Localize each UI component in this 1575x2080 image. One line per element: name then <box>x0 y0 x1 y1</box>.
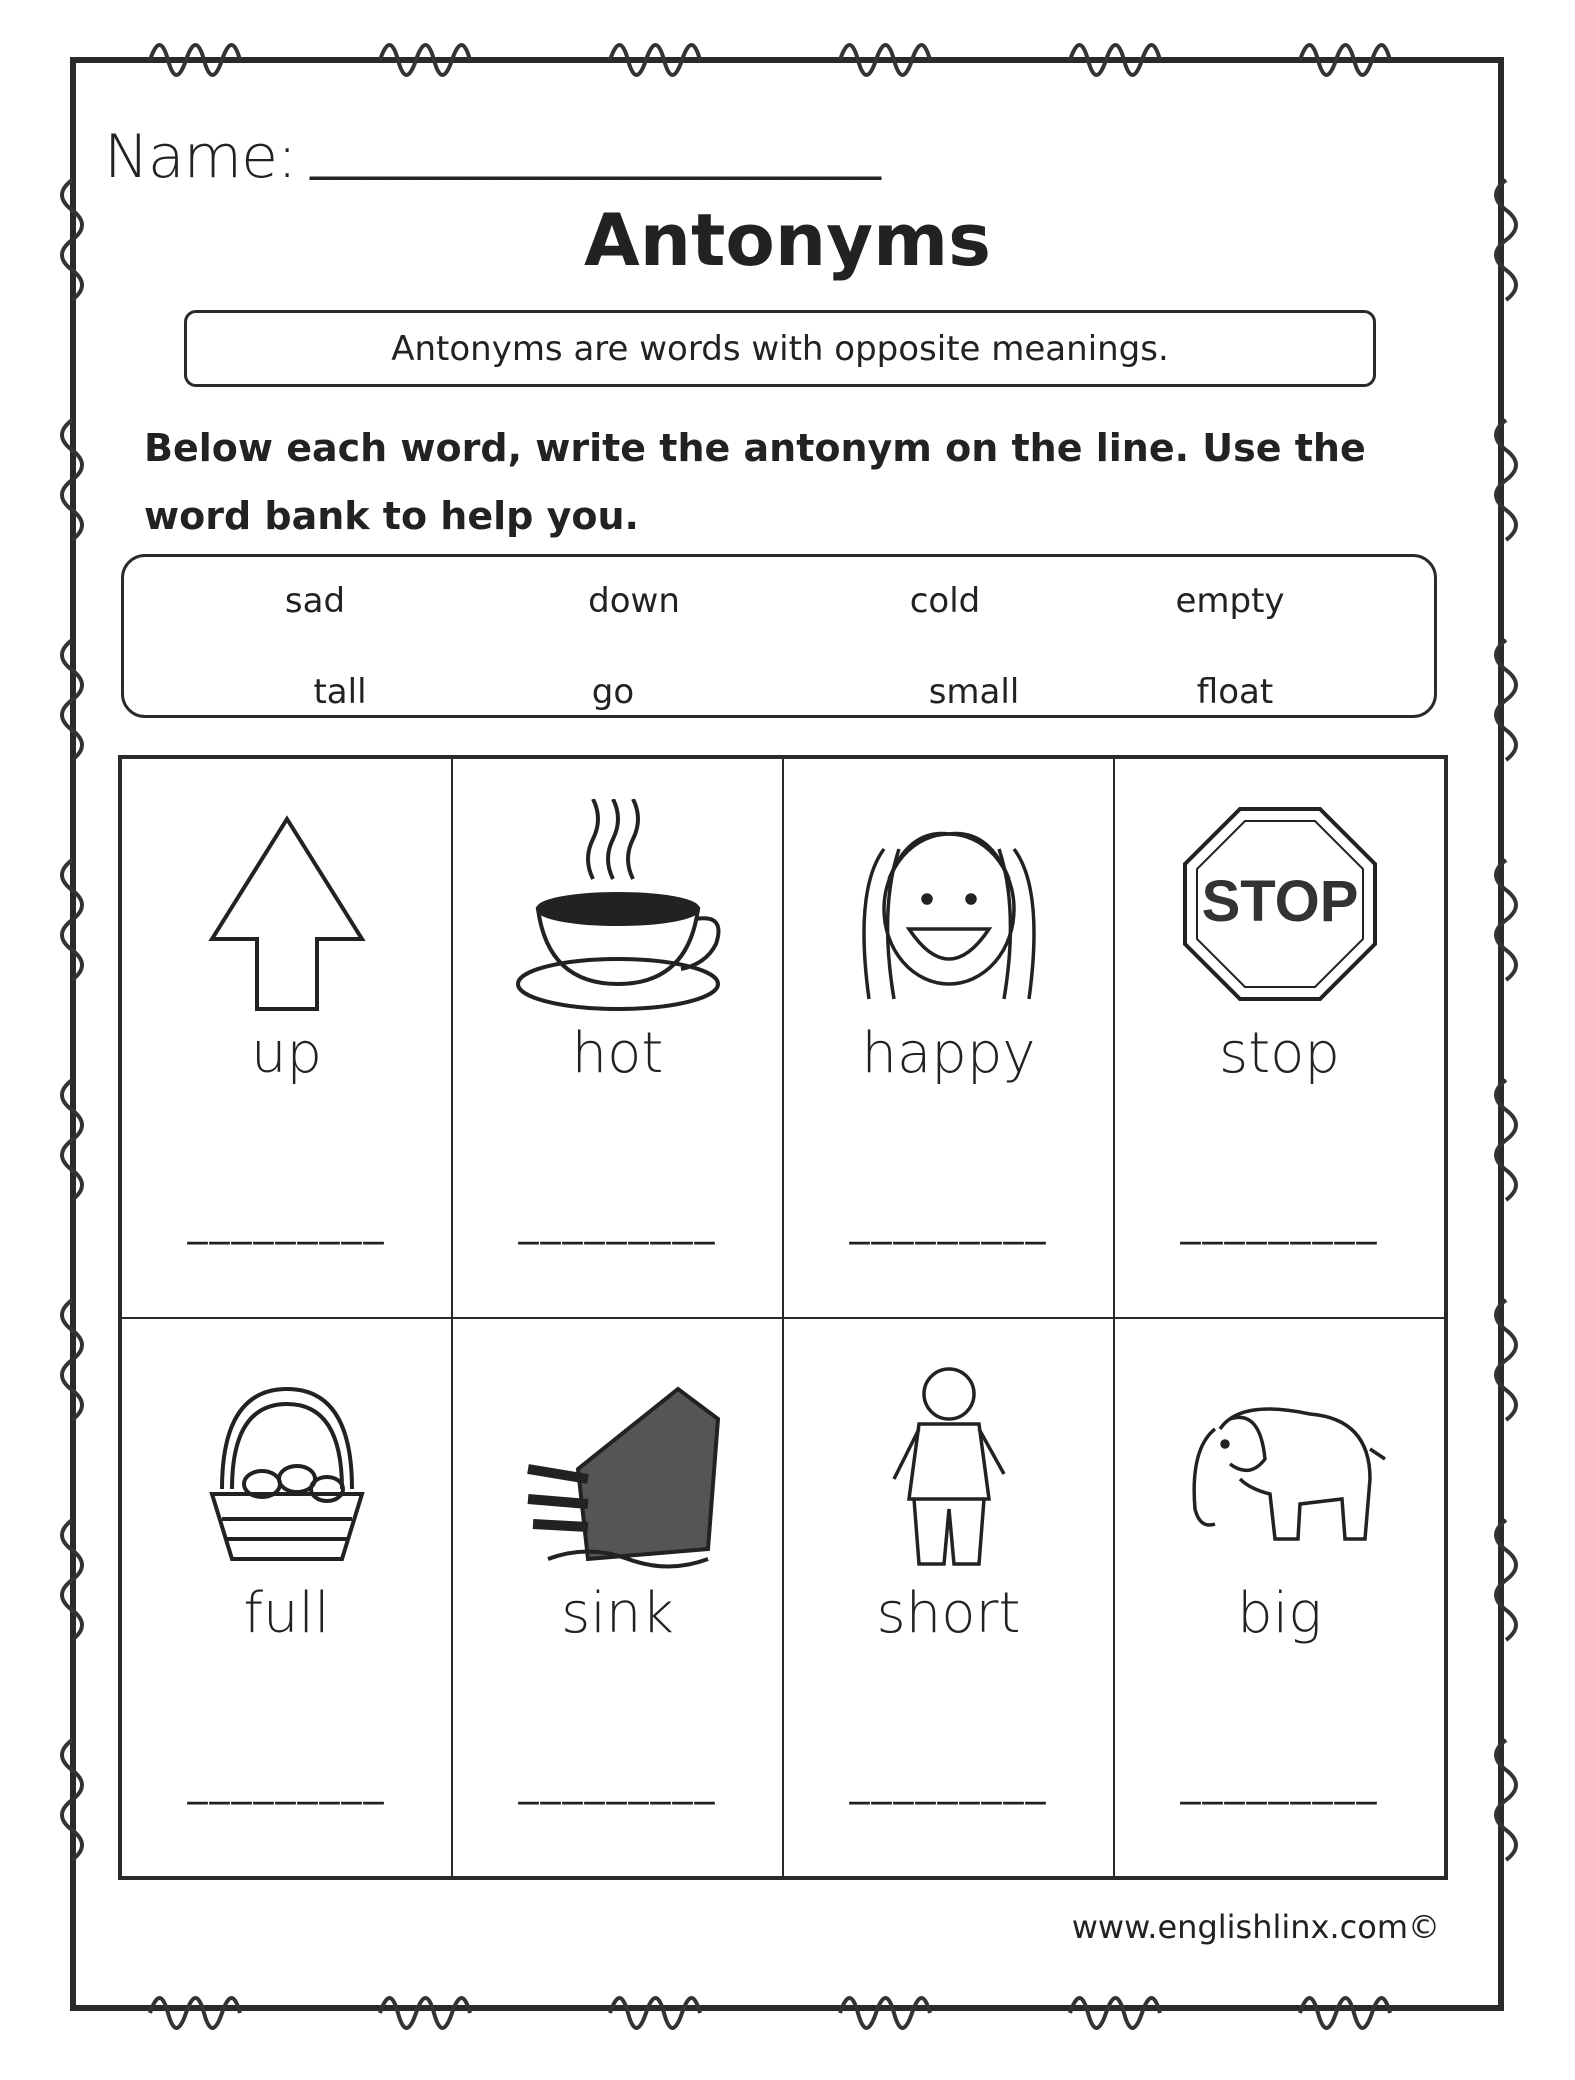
word-bank-item: small <box>928 672 1020 712</box>
word-bank-item: cold <box>909 581 981 621</box>
card-sink <box>452 1318 783 1878</box>
card-word: hot <box>571 1021 664 1086</box>
egg-basket-icon <box>177 1359 397 1579</box>
definition-text: Antonyms are words with opposite meanings. <box>391 328 1169 369</box>
swirl-decoration <box>1300 45 1390 75</box>
swirl-decoration <box>150 1998 240 2028</box>
card-word: stop <box>1219 1021 1340 1086</box>
girl-face-icon <box>839 799 1059 1019</box>
arrow-up-icon <box>177 799 397 1019</box>
card-hot <box>452 758 783 1318</box>
swirl-decoration <box>62 860 82 980</box>
definition-box <box>184 310 1376 387</box>
swirl-decoration <box>610 45 700 75</box>
answer-line[interactable]: _________ <box>518 1758 717 1805</box>
swirl-decoration <box>62 1300 82 1420</box>
answer-line[interactable]: _________ <box>187 1199 386 1245</box>
swirl-decoration <box>150 45 240 75</box>
card-full <box>121 1318 452 1878</box>
swirl-decoration <box>1496 640 1516 760</box>
antonym-grid <box>118 755 1448 1880</box>
card-word: happy <box>861 1021 1036 1086</box>
swirl-decoration <box>380 45 470 75</box>
answer-line[interactable]: _________ <box>518 1199 717 1245</box>
swirl-decoration <box>1496 860 1516 980</box>
swirl-decoration <box>1496 1520 1516 1640</box>
swirl-decoration <box>62 1740 82 1860</box>
swirl-decoration <box>380 1998 470 2028</box>
swirl-decoration <box>840 1998 930 2028</box>
swirl-decoration <box>1496 420 1516 540</box>
instructions: Below each word, write the antonym on the line. Use the word bank to help you. <box>144 426 1366 538</box>
stop-sign-text: STOP <box>1201 869 1358 934</box>
word-bank-item: down <box>588 581 680 621</box>
stop-sign-icon <box>1170 799 1390 1019</box>
swirl-decoration <box>1496 1300 1516 1420</box>
word-bank-item: empty <box>1175 581 1285 621</box>
card-short <box>783 1318 1114 1878</box>
answer-line[interactable]: _________ <box>1180 1199 1379 1245</box>
card-happy <box>783 758 1114 1318</box>
answer-line[interactable]: _________ <box>187 1758 386 1805</box>
swirl-decoration <box>840 45 930 75</box>
card-word: big <box>1237 1580 1322 1646</box>
sinking-ship-icon <box>508 1359 728 1579</box>
name-label: Name: <box>104 122 297 192</box>
word-bank-item: sad <box>284 581 346 621</box>
answer-line[interactable]: _________ <box>1180 1758 1379 1805</box>
elephant-icon <box>1170 1359 1390 1579</box>
swirl-decoration <box>62 1520 82 1640</box>
card-stop <box>1114 758 1445 1318</box>
swirl-decoration <box>62 1080 82 1200</box>
card-word: up <box>250 1021 323 1086</box>
card-big <box>1114 1318 1445 1878</box>
swirl-decoration <box>1070 1998 1160 2028</box>
swirl-decoration <box>610 1998 700 2028</box>
swirl-decoration <box>1496 1080 1516 1200</box>
word-bank <box>121 554 1437 718</box>
card-word: full <box>243 1580 330 1646</box>
word-bank-item: float <box>1196 672 1274 712</box>
answer-line[interactable]: _________ <box>849 1199 1048 1245</box>
card-word: sink <box>561 1580 674 1646</box>
teacup-icon <box>508 799 728 1019</box>
swirl-decoration <box>62 420 82 540</box>
swirl-decoration <box>62 640 82 760</box>
card-up <box>121 758 452 1318</box>
answer-line[interactable]: _________ <box>849 1758 1048 1805</box>
card-word: short <box>876 1580 1021 1646</box>
swirl-decoration <box>1070 45 1160 75</box>
boy-icon <box>839 1359 1059 1579</box>
word-bank-item: tall <box>313 672 367 712</box>
swirl-decoration <box>1300 1998 1390 2028</box>
name-input-line[interactable]: ______________________ <box>310 122 882 180</box>
footer-copyright: www.englishlinx.com© <box>1071 1908 1440 1946</box>
swirl-decoration <box>1496 1740 1516 1860</box>
page-title: Antonyms <box>584 198 991 282</box>
word-bank-item: go <box>591 672 635 712</box>
